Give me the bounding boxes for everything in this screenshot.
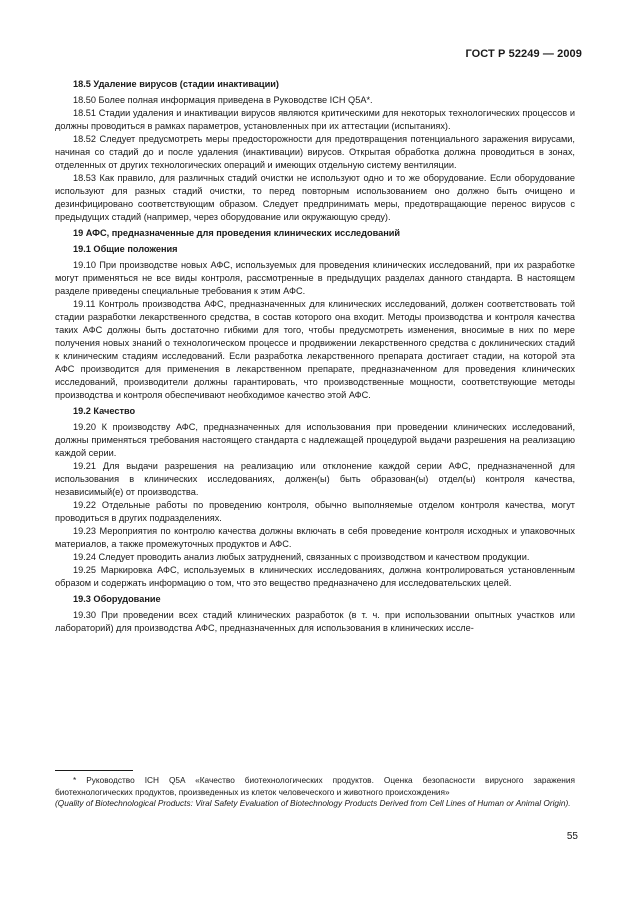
paragraph: 19.22 Отдельные работы по проведению контроля, обычно выполняемые отделом контроля качества, могут проводиться в других подразделениях. [55, 500, 575, 523]
paragraph: 19.30 При проведении всех стадий клинических разработок (в т. ч. при использовании опытных участков или лабораторий) для производства АФС, предназначенных для использования в клинических иссле- [55, 610, 575, 633]
paragraph: 19.11 Контроль производства АФС, предназначенных для клинических исследований, должен соответствовать той стадии разработки лекарственного средства, в состав которого она входит. Методы производства и контроля качества таких АФС должны быть достаточно гибкими для того, чтобы предусмотреть изменения, вносимые в них по мере получения новых знаний о технологическом процессе и продвижении лекарственного средства с доклинических стадий к клиническим стадиям исследований. Если разработка лекарственного препарата достигает стадии, на которой эта АФС производится для применения в лекарственном препарате, предназначенном для проведения клинических исследований, производители должны гарантировать, что производственные мощности, соответствующие методы производства и контроля обеспечивают необходимое качество этой АФС. [55, 299, 575, 400]
section [55, 227, 575, 240]
paragraph: 18.52 Следует предусмотреть меры предосторожности для предотвращения потенциального заражения вирусами, начиная со стадий до и после удаления (инактивации) вирусов. Открытая обработка должна проводиться в зонах, отделенных от других технологических операций и имеющих отдельную систему вентиляции. [55, 134, 575, 170]
paragraph: 19.24 Следует проводить анализ любых затруднений, связанных с производством и качеством продукции. [73, 552, 530, 562]
section-heading: 18.5 Удаление вирусов (стадии инактивации) [73, 79, 279, 89]
paragraph: 19.20 К производству АФС, предназначенных для использования при проведении клинических исследований, должны применяться требования настоящего стандарта с надлежащей процедурой выдачи разрешения на реализацию каждой серии. [55, 422, 575, 458]
section-heading: 19.2 Качество [73, 406, 136, 416]
section [55, 593, 575, 635]
section-heading: 19.3 Оборудование [73, 594, 161, 604]
paragraph: 18.50 Более полная информация приведена в Руководстве ICH Q5A*. [73, 95, 373, 105]
document-body [55, 78, 575, 638]
page-number: 55 [566, 831, 578, 842]
chapter-heading: 19 АФС, предназначенные для проведения клинических исследований [73, 228, 401, 238]
paragraph: 19.25 Маркировка АФС, используемых в клинических исследованиях, должна контролироваться установленным образом и содержать информацию о том, что это вещество предназначено для исследовательских целей. [55, 565, 575, 588]
paragraph: 19.23 Мероприятия по контролю качества должны включать в себя проведение контроля исходных и упаковочных материалов, а также промежуточных продуктов и АФС. [55, 526, 575, 549]
footnote [55, 775, 575, 810]
footnote-text: * Руководство ICH Q5A «Качество биотехнологических продуктов. Оценка безопасности вирусного заражения биотехнологических продуктов, произведенных из клеток человеческого и животного происхождения» [55, 775, 575, 797]
section [55, 78, 575, 224]
paragraph: 19.10 При производстве новых АФС, используемых для проведения клинических исследований, при их разработке могут применяться не все виды контроля, рассмотренные в предыдущих разделах данного стандарта. В настоящем разделе приведены специальные требования к этим АФС. [55, 260, 575, 296]
standard-header: ГОСТ Р 52249 — 2009 [465, 48, 582, 60]
section-heading: 19.1 Общие положения [73, 244, 178, 254]
paragraph: 19.21 Для выдачи разрешения на реализацию или отклонение каждой серии АФС, предназначенной для использования в клинических исследованиях, должен(ы) быть образован(ы) отдел(ы) контроля качества, независимый(е) от производства. [55, 461, 575, 497]
section [55, 405, 575, 590]
footnote-english-title: (Quality of Biotechnological Products: Viral Safety Evaluation of Biotechnology Products Derived from Cell Lines of Human or Animal Origin). [55, 798, 571, 808]
paragraph: 18.51 Стадии удаления и инактивации вирусов являются критическими для некоторых технологических процессов и должны проводиться в рамках параметров, установленных при их аттестации (испытаниях). [55, 108, 575, 131]
section [55, 243, 575, 402]
paragraph: 18.53 Как правило, для различных стадий очистки не используют одно и то же оборудование. Если оборудование используют для разных стадий очистки, то перед повторным использованием оно должно быть очищено и дезинфицировано соответствующим образом. Следует предпринимать меры, предотвращающие перенос вирусов с предыдущих стадий (например, через оборудование или окружающую среду). [55, 173, 575, 222]
footnote-divider [55, 770, 133, 771]
